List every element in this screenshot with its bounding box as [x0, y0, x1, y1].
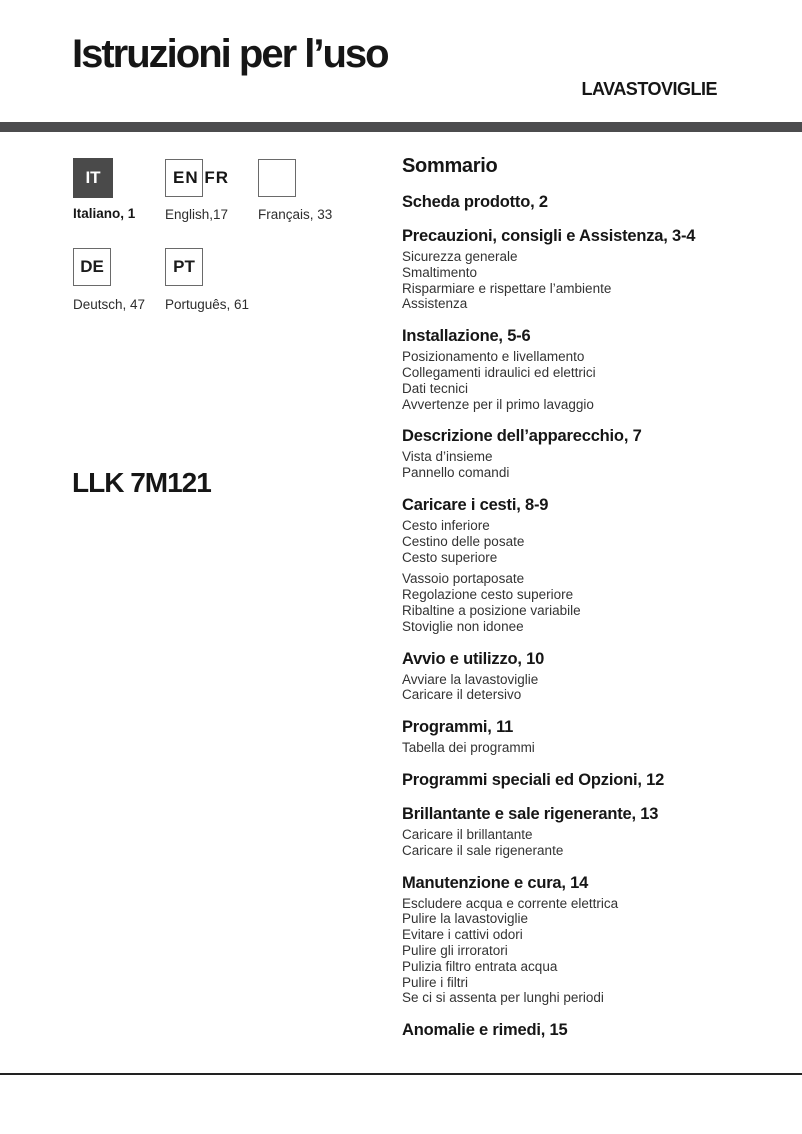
toc-section	[402, 1021, 798, 1040]
toc-section-title: Anomalie e rimedi, 15	[402, 1021, 568, 1040]
language-code-de: DE	[80, 257, 104, 276]
toc-item: Escludere acqua e corrente elettrica	[402, 895, 619, 911]
toc-section-title: Installazione, 5-6	[402, 327, 531, 346]
toc-item: Caricare il brillantante	[402, 826, 533, 842]
header-divider-band	[0, 122, 802, 132]
toc-section-title: Caricare i cesti, 8-9	[402, 495, 549, 514]
toc-item: Posizionamento e livellamento	[402, 349, 585, 365]
toc-item: Pulire la lavastoviglie	[402, 911, 529, 927]
toc-section-title: Programmi, 11	[402, 718, 514, 737]
language-caption-portuguese: Português, 61	[165, 297, 250, 312]
toc-section	[402, 227, 798, 312]
toc-item: Evitare i cattivi odori	[402, 927, 523, 943]
toc-section-title: Precauzioni, consigli e Assistenza, 3-4	[402, 227, 696, 245]
toc-item: Cesto superiore	[402, 549, 498, 565]
toc-item: Vista d’insieme	[402, 449, 493, 465]
toc-section	[402, 650, 798, 704]
model-number: LLK 7M121	[72, 467, 211, 498]
toc-item: Tabella dei programmi	[402, 740, 535, 756]
toc-item: Pannello comandi	[402, 465, 510, 481]
toc-section-title: Scheda prodotto, 2	[402, 193, 548, 211]
appliance-type-label: LAVASTOVIGLIE	[581, 79, 717, 99]
toc-item: Vassoio portaposate	[402, 571, 525, 587]
toc-section-title: Brillantante e sale rigenerante, 13	[402, 804, 659, 823]
language-caption-german: Deutsch, 47	[73, 297, 146, 312]
toc-section	[402, 771, 798, 790]
table-of-contents	[402, 155, 798, 1043]
toc-item: Pulire i filtri	[402, 974, 469, 990]
language-caption-english: English,17	[165, 207, 229, 222]
language-box-unchecked	[258, 159, 296, 197]
toc-title: Sommario	[402, 155, 498, 177]
toc-item: Pulizia filtro entrata acqua	[402, 958, 558, 974]
toc-item: Avviare la lavastoviglie	[402, 671, 539, 687]
language-code-it: IT	[85, 168, 101, 187]
toc-section	[402, 327, 798, 412]
language-caption-french: Français, 33	[258, 207, 333, 222]
language-code-en-fr: EN FR	[173, 168, 229, 187]
toc-item: Caricare il sale rigenerante	[402, 842, 564, 858]
language-box-pt	[165, 248, 203, 286]
toc-section-title: Descrizione dell’apparecchio, 7	[402, 427, 642, 446]
toc-section	[402, 496, 798, 635]
toc-section	[402, 427, 798, 481]
language-box-it	[73, 158, 113, 198]
language-caption-italian: Italiano, 1	[73, 206, 136, 221]
toc-item: Se ci si assenta per lunghi periodi	[402, 990, 604, 1006]
toc-item: Caricare il detersivo	[402, 687, 522, 703]
toc-section-title: Programmi speciali ed Opzioni, 12	[402, 770, 665, 789]
toc-section	[402, 805, 798, 859]
toc-item: Avvertenze per il primo lavaggio	[402, 396, 594, 412]
language-code-pt: PT	[173, 257, 195, 276]
toc-item: Ribaltine a posizione variabile	[402, 602, 581, 618]
footer-rule	[0, 1073, 802, 1075]
toc-item: Risparmiare e rispettare l’ambiente	[402, 280, 612, 296]
toc-item: Stoviglie non idonee	[402, 618, 524, 634]
toc-item: Pulire gli irroratori	[402, 942, 508, 958]
toc-section	[402, 193, 798, 212]
toc-section	[402, 718, 798, 756]
toc-item: Collegamenti idraulici ed elettrici	[402, 364, 596, 380]
toc-item: Sicurezza generale	[402, 249, 518, 264]
page-title: Istruzioni per l’uso	[72, 32, 388, 76]
toc-section	[402, 874, 798, 1007]
language-box-de	[73, 248, 111, 286]
toc-section-title: Avvio e utilizzo, 10	[402, 649, 545, 668]
toc-item: Assistenza	[402, 296, 468, 312]
toc-item: Smaltimento	[402, 264, 478, 280]
toc-section-title: Manutenzione e cura, 14	[402, 873, 589, 892]
toc-item: Dati tecnici	[402, 380, 469, 396]
toc-item: Cesto inferiore	[402, 517, 490, 533]
toc-item: Cestino delle posate	[402, 533, 525, 549]
toc-item: Regolazione cesto superiore	[402, 587, 574, 603]
